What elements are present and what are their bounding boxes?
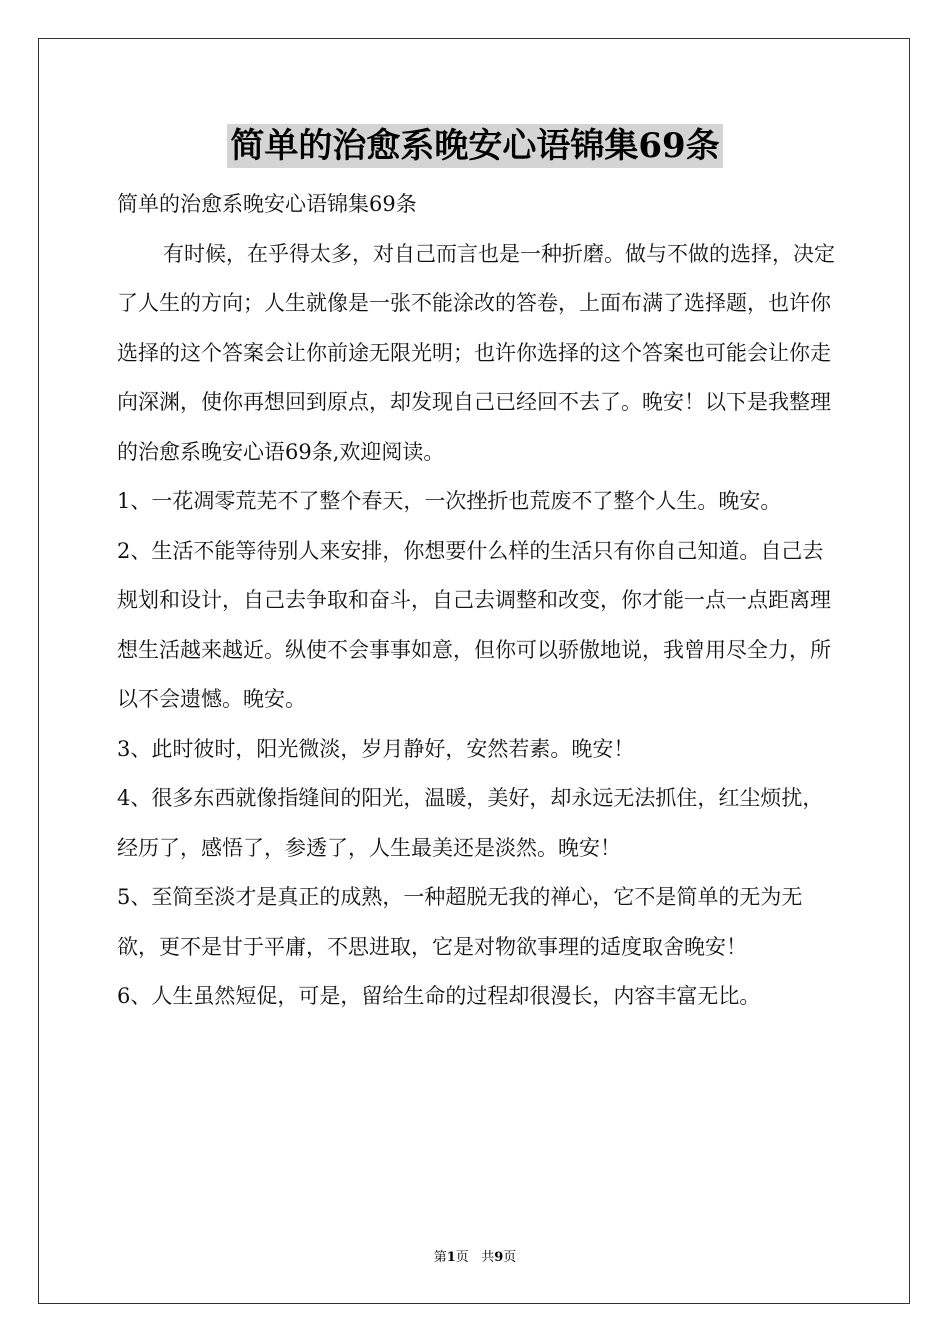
list-item: 5、至简至淡才是真正的成熟，一种超脱无我的禅心，它不是简单的无为无欲，更不是甘于平庸，不思进取，它是对物欲事理的适度取舍晚安！ xyxy=(117,885,803,959)
list-item: 3、此时彼时，阳光微淡，岁月静好，安然若素。晚安！ xyxy=(117,736,635,761)
title-wrap xyxy=(0,124,950,168)
page-prefix: 第 xyxy=(433,1250,447,1265)
subtitle: 简单的治愈系晚安心语锦集69条 xyxy=(117,192,417,216)
intro-paragraph: 有时候，在乎得太多，对自己而言也是一种折磨。做与不做的选择，决定了人生的方向；人生就像是一张不能涂改的答卷，上面布满了选择题，也许你选择的这个答案会让你前途无限光明；也许你选择的这个答案也可能会让你走向深渊，使你再想回到原点，却发现自己已经回不去了。晚安！以下是我整理的治愈系晚安心语69条,欢迎阅读。 xyxy=(117,241,835,464)
total-pages: 9 xyxy=(494,1250,504,1265)
total-suffix: 页 xyxy=(503,1250,517,1265)
list-item: 2、生活不能等待别人来安排，你想要什么样的生活只有你自己知道。自己去规划和设计，自己去争取和奋斗，自己去调整和改变，你才能一点一点距离理想生活越来越近。纵使不会事事如意，但你可以骄傲地说，我曾用尽全力，所以不会遗憾。晚安。 xyxy=(117,538,831,711)
list-item: 1、一花凋零荒芜不了整个春天，一次挫折也荒废不了整个人生。晚安。 xyxy=(117,489,782,513)
page-footer xyxy=(0,1246,950,1265)
document-title: 简单的治愈系晚安心语锦集69条 xyxy=(227,124,722,168)
page-suffix: 页 xyxy=(455,1250,469,1265)
list-item: 4、很多东西就像指缝间的阳光，温暖，美好，却永远无法抓住，红尘烦扰，经历了，感悟了，参透了，人生最美还是淡然。晚安！ xyxy=(117,786,824,860)
document-body xyxy=(117,180,842,1022)
list-item: 6、人生虽然短促，可是，留给生命的过程却很漫长，内容丰富无比。 xyxy=(117,984,761,1008)
page-number: 1 xyxy=(446,1250,456,1265)
total-prefix: 共 xyxy=(481,1250,495,1265)
